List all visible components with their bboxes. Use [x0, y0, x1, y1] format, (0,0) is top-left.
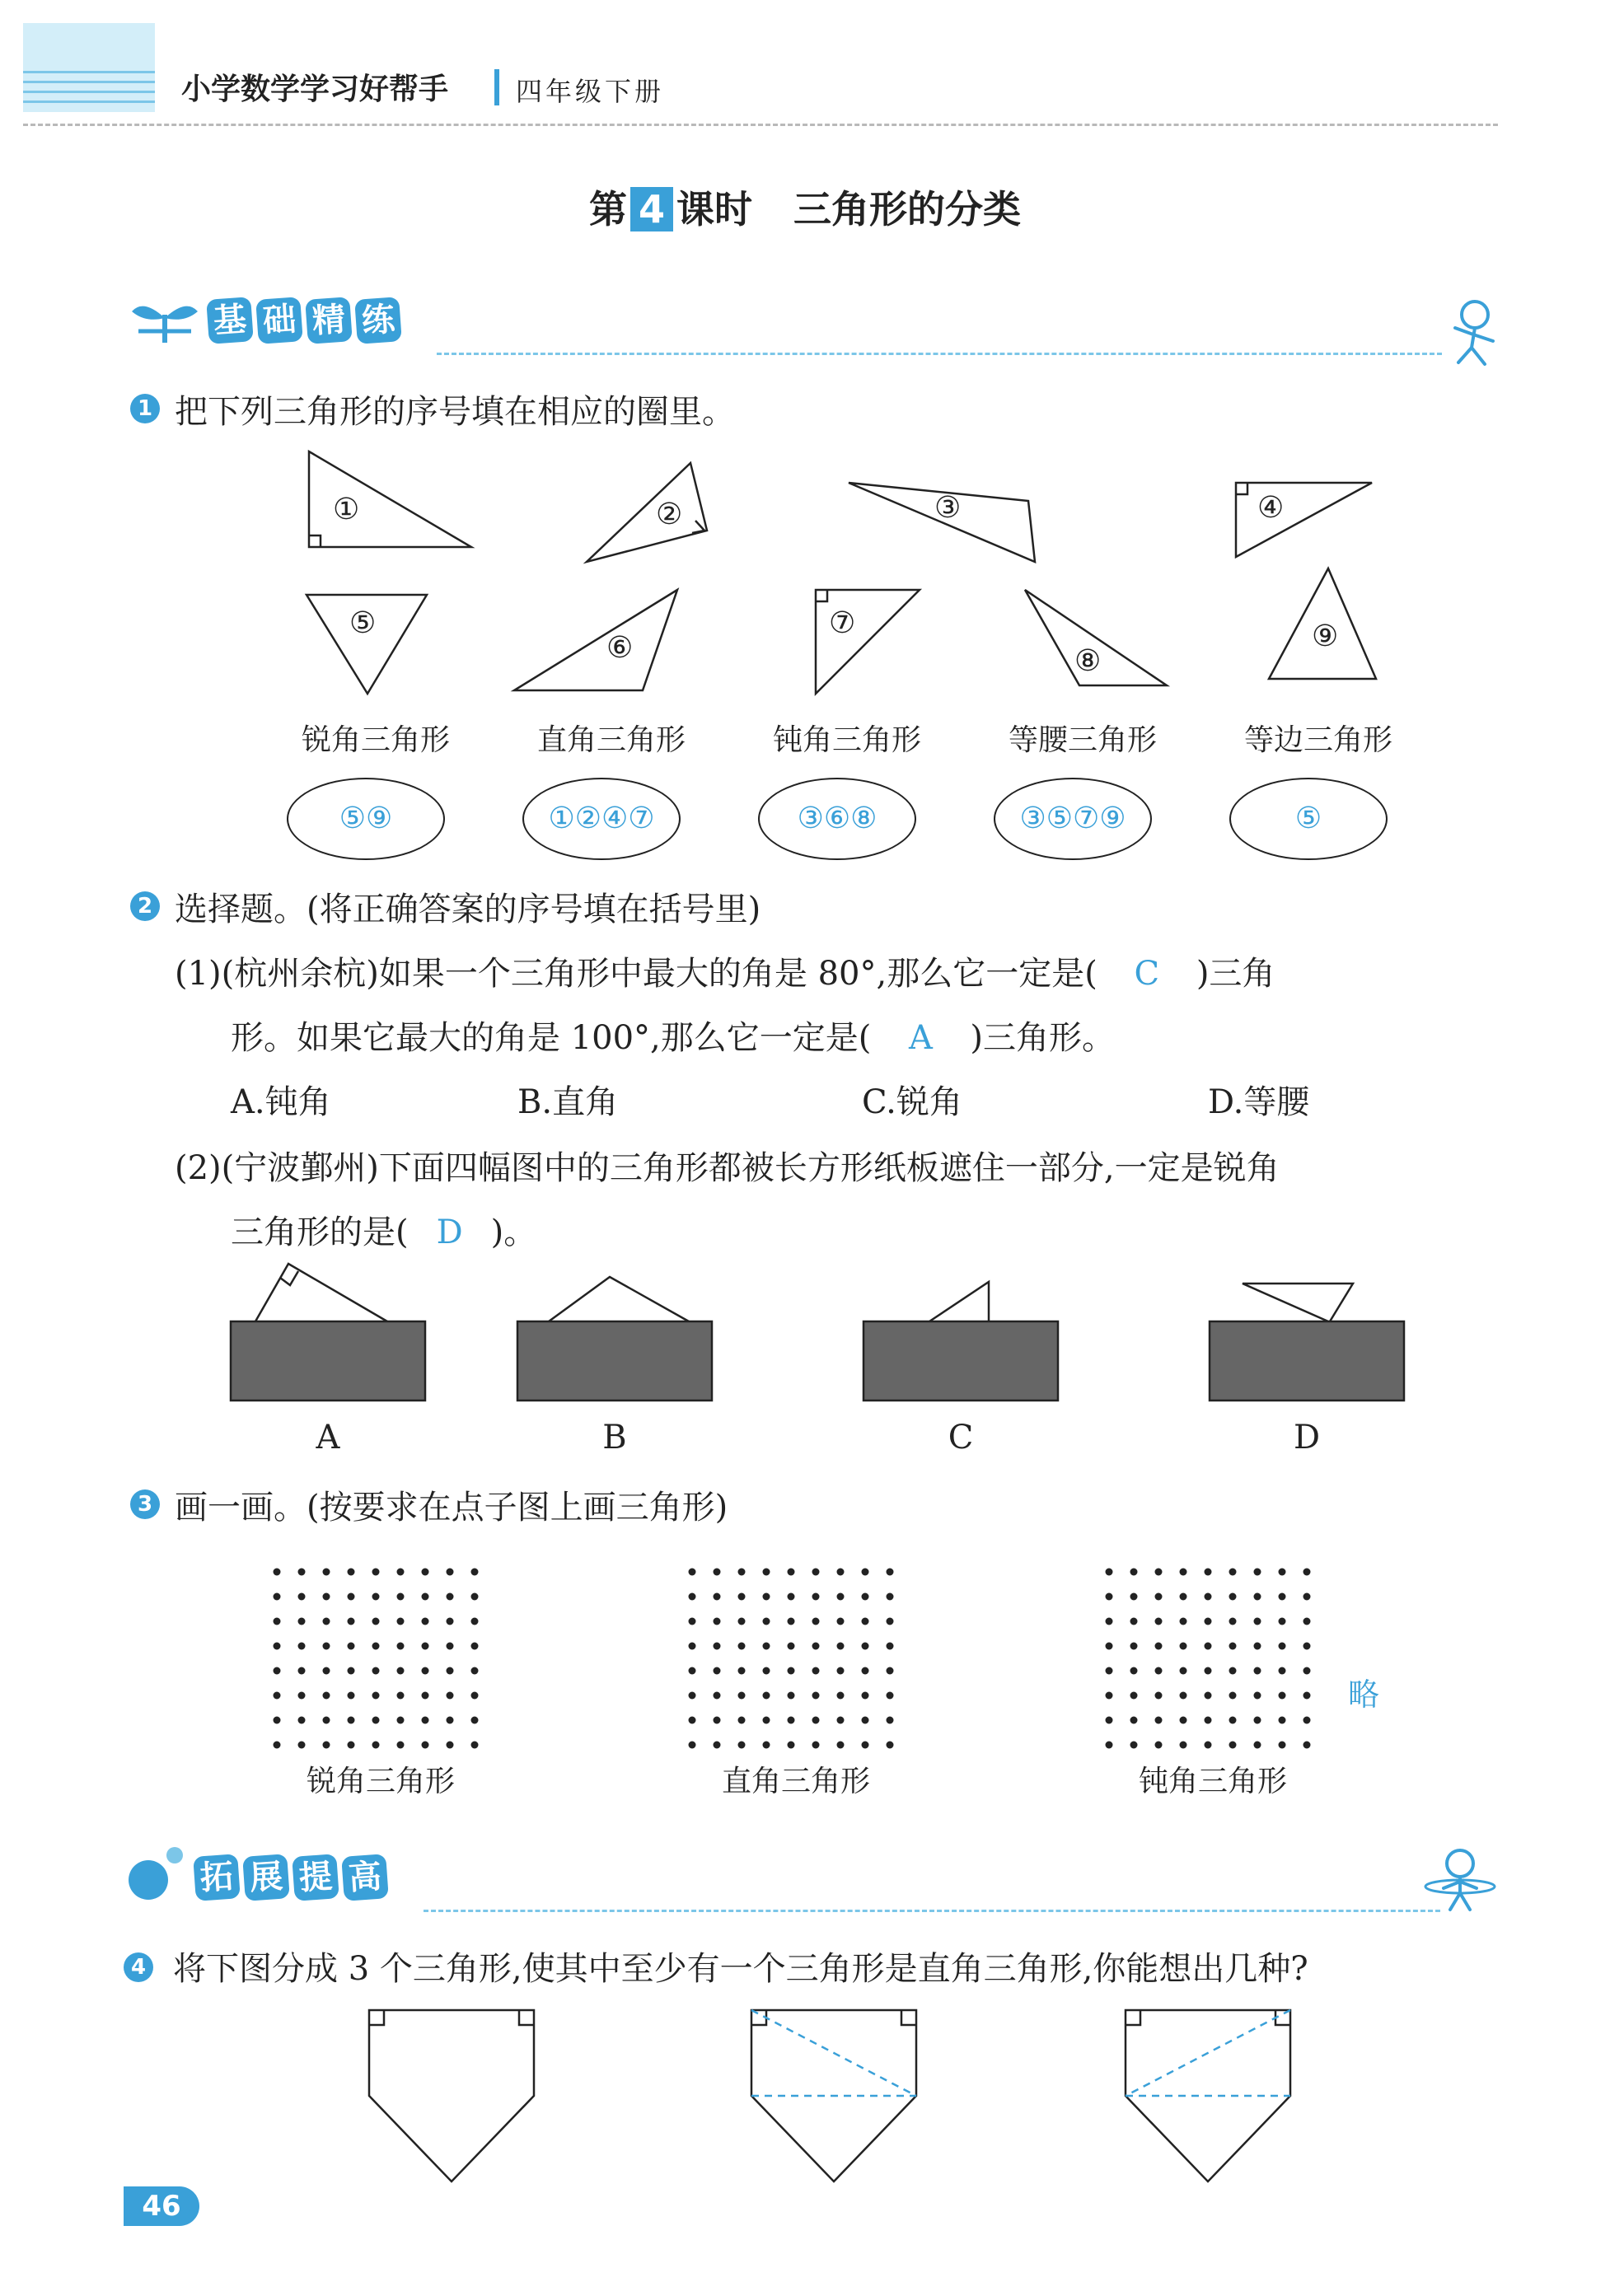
- triangle-label: ①: [333, 493, 360, 526]
- grade-label: 四年级下册: [516, 76, 665, 107]
- category-label-obtuse: 钝角三角形: [772, 723, 921, 757]
- answer-oval-acute[interactable]: ⑤⑨: [287, 778, 445, 860]
- option-a: A.钝角: [231, 1083, 331, 1121]
- option-d: D.等腰: [1208, 1083, 1310, 1121]
- answer-note: 略: [1348, 1676, 1380, 1713]
- question-number-3: 3: [130, 1489, 160, 1519]
- answer-blank[interactable]: A: [908, 1019, 933, 1057]
- answer-oval-obtuse[interactable]: ③⑥⑧: [758, 778, 916, 860]
- category-label-isosceles: 等腰三角形: [1008, 723, 1157, 757]
- option-c: C.锐角: [862, 1083, 962, 1121]
- lesson-topic: 三角形的分类: [793, 187, 1021, 231]
- figure-label-b: B: [602, 1419, 627, 1457]
- category-label-equilateral: 等边三角形: [1243, 723, 1392, 757]
- text-span: 形。如果它最大的角是 100°,那么它一定是(: [231, 1019, 872, 1057]
- figure-label-d: D: [1293, 1419, 1321, 1457]
- grid-label-obtuse: 钝角三角形: [1138, 1765, 1287, 1798]
- category-label-right: 直角三角形: [536, 723, 686, 757]
- answer-oval-isosceles[interactable]: ③⑤⑦⑨: [994, 778, 1152, 860]
- triangle-label: ⑨: [1312, 620, 1339, 653]
- text-span: )三角: [1196, 955, 1275, 993]
- banner-char: 高: [341, 1854, 389, 1901]
- pentagon-1: [369, 2010, 534, 2181]
- banner-char: 提: [292, 1854, 339, 1901]
- category-label-acute: 锐角三角形: [301, 723, 450, 757]
- triangle-label: ⑤: [349, 606, 377, 640]
- text-span: (1)(杭州余杭)如果一个三角形中最大的角是 80°,那么它一定是(: [175, 955, 1098, 993]
- triangle-label: ⑥: [606, 631, 634, 665]
- page-number: 46: [124, 2186, 199, 2226]
- grid-label-right: 直角三角形: [721, 1765, 870, 1798]
- q2-p2-line1: (2)(宁波鄞州)下面四幅图中的三角形都被长方形纸板遮住一部分,一定是锐角: [175, 1149, 1280, 1187]
- answer-dash-line: [751, 2010, 916, 2096]
- banner-char: 练: [354, 297, 402, 344]
- banner-char: 展: [242, 1854, 290, 1901]
- q3-text: 画一画。(按要求在点子图上画三角形): [175, 1489, 728, 1527]
- q2-text: 选择题。(将正确答案的序号填在括号里): [175, 891, 761, 928]
- text-span: )。: [490, 1213, 537, 1251]
- q1-text: 把下列三角形的序号填在相应的圈里。: [175, 393, 735, 431]
- triangle-label: ⑦: [829, 606, 856, 640]
- text-span: )三角形。: [970, 1019, 1115, 1057]
- triangle-label: ④: [1257, 491, 1285, 525]
- q4-text: 将下图分成 3 个三角形,使其中至少有一个三角形是直角三角形,你能想出几种?: [173, 1950, 1308, 1988]
- banner-char: 基: [206, 297, 254, 344]
- answer-blank[interactable]: C: [1134, 955, 1160, 993]
- banner-char: 精: [305, 297, 353, 344]
- triangle-label: ⑧: [1074, 644, 1102, 678]
- answer-blank[interactable]: D: [436, 1213, 463, 1251]
- book-title: 小学数学学习好帮手: [181, 72, 449, 106]
- option-b: B.直角: [517, 1083, 619, 1121]
- question-number-2: 2: [130, 891, 160, 921]
- answer-oval-right[interactable]: ①②④⑦: [522, 778, 681, 860]
- question-number-1: 1: [130, 394, 160, 423]
- answer-dash-line: [1126, 2010, 1290, 2096]
- figure-label-c: C: [948, 1419, 974, 1457]
- grid-label-acute: 锐角三角形: [306, 1765, 455, 1798]
- triangle-label: ③: [934, 491, 962, 525]
- triangle-label: ②: [656, 498, 683, 531]
- question-number-4: 4: [124, 1952, 153, 1982]
- lesson-suffix: 课时: [676, 187, 752, 231]
- banner-char: 础: [255, 297, 303, 344]
- figure-label-a: A: [316, 1419, 340, 1457]
- banner-char: 拓: [193, 1854, 241, 1901]
- answer-oval-equilateral[interactable]: ⑤: [1229, 778, 1388, 860]
- text-span: 三角形的是(: [231, 1213, 409, 1251]
- lesson-prefix: 第: [588, 187, 627, 231]
- lesson-number: 4: [630, 187, 673, 231]
